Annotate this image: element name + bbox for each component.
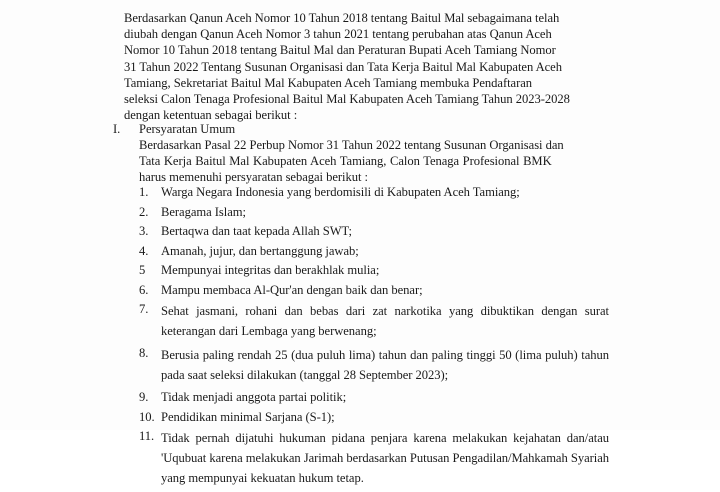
list-item [139, 204, 609, 220]
list-item-number: 5 [139, 263, 146, 277]
list-item-number: 4. [139, 243, 149, 258]
list-item-number: 3. [139, 224, 149, 238]
list-item-number: 8. [139, 346, 149, 360]
list-item [139, 345, 609, 385]
list-item-number: 11. [139, 429, 155, 443]
list-item-number: 6. [139, 282, 149, 297]
list-item [139, 389, 609, 405]
list-item [139, 282, 609, 298]
list-item-text: Mempunyai integritas dan berakhlak mulia; [161, 263, 380, 277]
list-item [139, 223, 609, 239]
section-number: I. [113, 122, 121, 136]
lead-line: harus memenuhi persyaratan sebagai berikut : [139, 170, 368, 185]
list-item [139, 301, 609, 341]
section-lead-paragraph [139, 137, 600, 186]
list-item-number: 2. [139, 204, 149, 219]
list-item-number: 10. [139, 409, 155, 424]
list-item [139, 243, 609, 259]
list-item-text: Bertaqwa dan taat kepada Allah SWT; [161, 224, 352, 238]
list-item-number: 9. [139, 390, 149, 404]
intro-line: 31 Tahun 2022 Tentang Susunan Organisasi dan Tata Kerja Baitul Mal Kabupaten Aceh [124, 59, 562, 74]
lead-line: Tata Kerja Baitul Mal Kabupaten Aceh Tamiang, Calon Tenaga Profesional BMK [139, 154, 552, 169]
intro-line: dengan ketentuan sebagai berikut : [124, 108, 298, 123]
list-item [139, 409, 609, 425]
list-item-number: 7. [139, 302, 149, 316]
list-item-text: Beragama Islam; [161, 204, 246, 219]
intro-line: diubah dengan Qanun Aceh Nomor 3 tahun 2021 tentang perubahan atas Qanun Aceh [124, 27, 552, 42]
requirements-list [139, 184, 609, 492]
intro-line: Berdasarkan Qanun Aceh Nomor 10 Tahun 2018 tentang Baitul Mal sebagaimana telah [124, 11, 560, 25]
intro-paragraph [124, 10, 600, 123]
list-item-text: Pendidikan minimal Sarjana (S-1); [161, 409, 335, 424]
list-item-text: Sehat jasmani, rohani dan bebas dari zat narkotika yang dibuktikan dengan surat keterangan dari Lembaga yang berwenang; [161, 304, 609, 338]
intro-line: Nomor 10 Tahun 2018 tentang Baitul Mal dan Peraturan Bupati Aceh Tamiang Nomor [124, 43, 556, 58]
list-item [139, 184, 609, 200]
list-item-text: Warga Negara Indonesia yang berdomisili di Kabupaten Aceh Tamiang; [161, 185, 520, 199]
section-title: Persyaratan Umum [139, 122, 236, 136]
list-item-text: Tidak pernah dijatuhi hukuman pidana penjara karena melakukan kejahatan dan/atau 'Uqubuat karena melakukan Jarimah berdasarkan Putusan Pengadilan/Mahkamah Syariah yang mempunyai kekuatan hukum tetap. [161, 431, 609, 485]
list-item-text: Berusia paling rendah 25 (dua puluh lima) tahun dan paling tinggi 50 (lima puluh) tahun pada saat seleksi dilakukan (tanggal 28 September 2023); [161, 348, 609, 382]
list-item [139, 428, 609, 488]
list-item-text: Amanah, jujur, dan bertanggung jawab; [161, 243, 359, 258]
section-heading [113, 121, 235, 137]
list-item-text: Mampu membaca Al-Qur'an dengan baik dan benar; [161, 282, 423, 297]
lead-line: Berdasarkan Pasal 22 Perbup Nomor 31 Tahun 2022 tentang Susunan Organisasi dan [139, 138, 564, 152]
list-item-number: 1. [139, 185, 149, 199]
intro-line: Tamiang, Sekretariat Baitul Mal Kabupaten Aceh Tamiang membuka Pendaftaran [124, 75, 533, 90]
intro-line: seleksi Calon Tenaga Profesional Baitul Mal Kabupaten Aceh Tamiang Tahun 2023-2028 [124, 92, 570, 107]
list-item-text: Tidak menjadi anggota partai politik; [161, 390, 347, 404]
list-item [139, 262, 609, 278]
